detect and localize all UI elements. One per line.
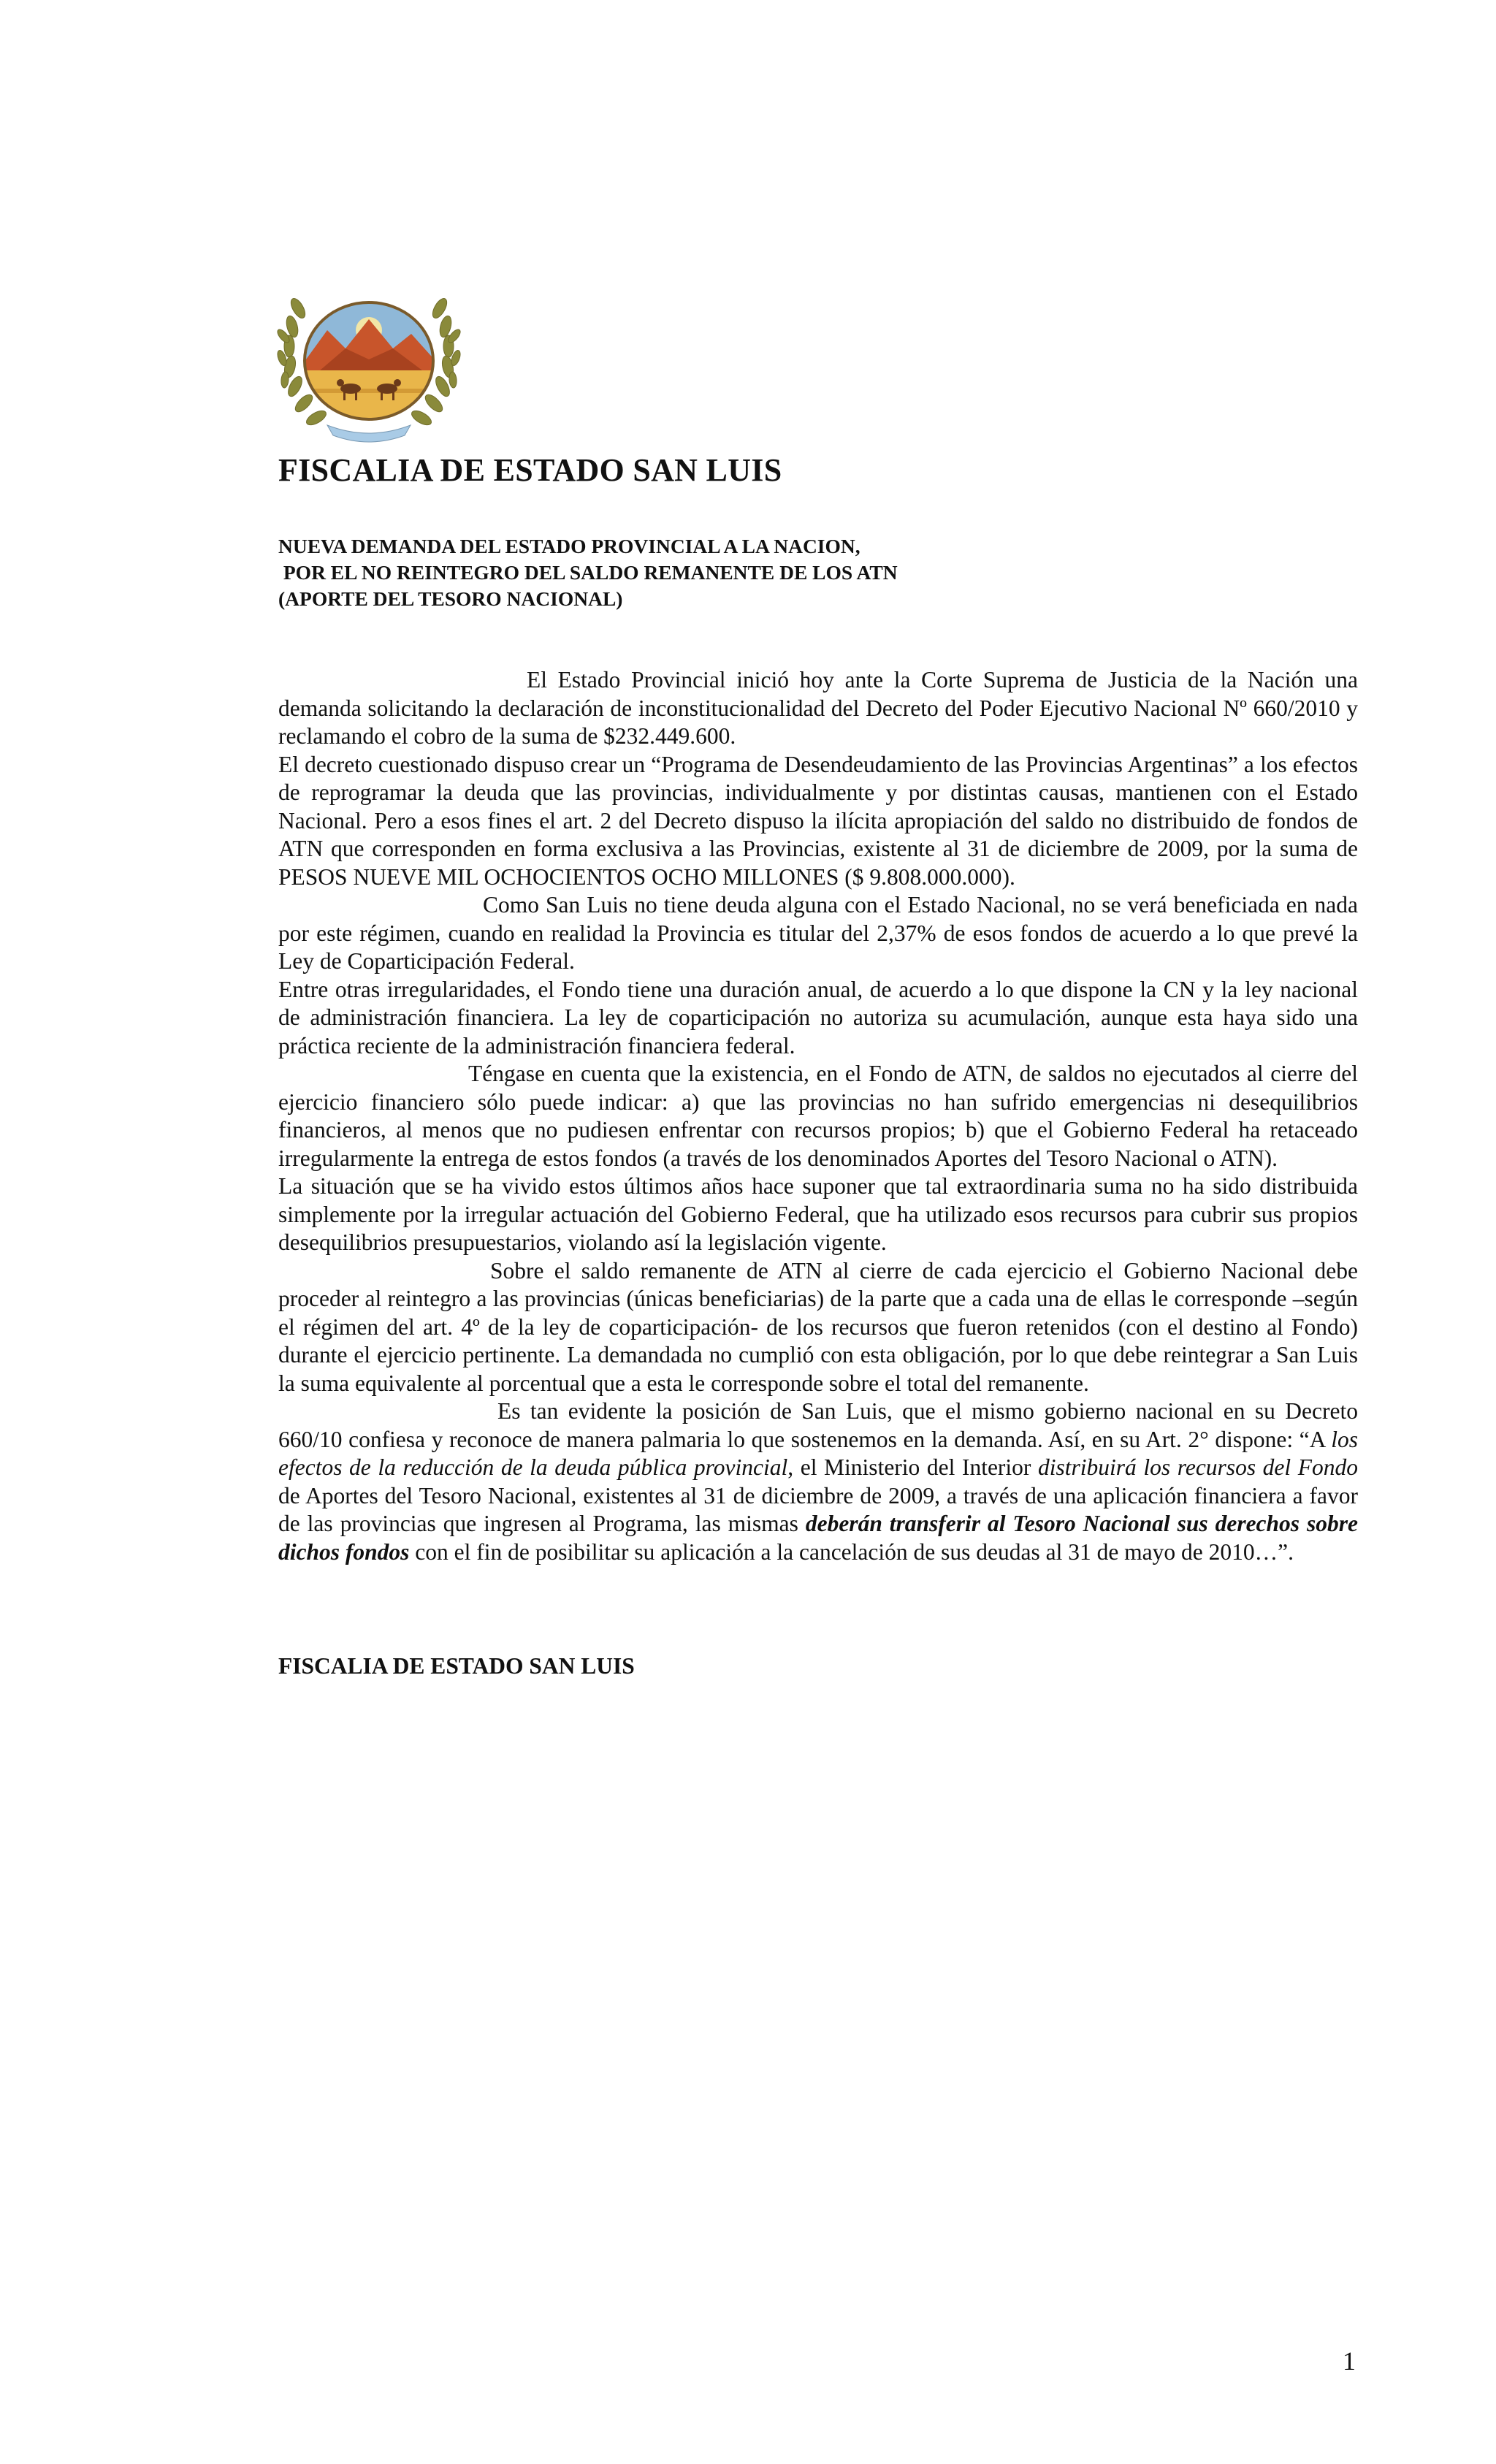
signature: FISCALIA DE ESTADO SAN LUIS <box>278 1653 635 1679</box>
page-title: FISCALIA DE ESTADO SAN LUIS <box>278 452 782 488</box>
page-number: 1 <box>1343 2346 1356 2376</box>
paragraph-decree-quote <box>278 1397 1358 1566</box>
paragraph: Entre otras irregularidades, el Fondo tiene una duración anual, de acuerdo a lo que dispone la CN y la ley nacional de administración financiera. La ley de coparticipación no autoriza su acumulación, aunque esta haya sido una práctica reciente de la administración financiera federal. <box>278 976 1358 1059</box>
paragraph: El Estado Provincial inició hoy ante la Corte Suprema de Justicia de la Nación una demanda solicitando la declaración de inconstitucionalidad del Decreto del Poder Ejecutivo Nacional Nº 660/2010 y reclamando el cobro de la suma de $232.449.600. <box>278 667 1358 749</box>
document-subtitle <box>278 533 898 612</box>
quote-italic: distribuirá los recursos del Fondo <box>1038 1454 1358 1480</box>
paragraph: Sobre el saldo remanente de ATN al cierre de cada ejercicio el Gobierno Nacional debe proceder al reintegro a las provincias (únicas beneficiarias) de la parte que a cada una de ellas le corresponde –según el régimen del art. 4º de la ley de coparticipación- de los recursos que fueron retenidos (con el destino al Fondo) durante el ejercicio pertinente. La demandada no cumplió con esta obligación, por lo que debe reintegrar a San Luis la suma equivalente al porcentual que a esta le corresponde sobre el total del remanente. <box>278 1257 1358 1396</box>
paragraph: La situación que se ha vivido estos últimos años hace suponer que tal extraordinaria suma no ha sido distribuida simplemente por la irregular actuación del Gobierno Federal, que ha utilizado esos recursos para cubrir sus propios desequilibrios presupuestarios, violando así la legislación vigente. <box>278 1173 1358 1255</box>
paragraph-text: de Aportes del Tesoro Nacional, existentes al 31 de diciembre de 2009, a través de una aplicación financiera a favor de las provincias que ingresen al Programa, las mismas <box>278 1482 1358 1536</box>
provincial-coat-of-arms <box>276 279 462 449</box>
paragraph-text: Es tan evidente la posición de San Luis, que el mismo gobierno nacional en su Decreto 660/10 confiesa y reconoce de manera palmaria lo que sostenemos en la demanda. Así, en su Art. 2° dispone: “A <box>278 1398 1358 1452</box>
paragraph-text: , el Ministerio del Interior <box>787 1454 1039 1480</box>
subtitle-line: NUEVA DEMANDA DEL ESTADO PROVINCIAL A LA NACION, <box>278 535 860 557</box>
paragraph-text: con el fin de posibilitar su aplicación a la cancelación de sus deudas al 31 de mayo de 2010…”. <box>409 1538 1294 1565</box>
paragraph: El decreto cuestionado dispuso crear un “Programa de Desendeudamiento de las Provincias Argentinas” a los efectos de reprogramar la deuda que las provincias, individualmente y por distintas causas, mantienen con el Estado Nacional. Pero a esos fines el art. 2 del Decreto dispuso la ilícita apropiación del saldo no distribuido de fondos de ATN que corresponden en forma exclusiva a las Provincias, existente al 31 de diciembre de 2009, por la suma de PESOS NUEVE MIL OCHOCIENTOS OCHO MILLONES ($ 9.808.000.000). <box>278 751 1358 890</box>
quote-bold-italic: deberán transferir al Tesoro Nacional sus derechos sobre dichos fondos <box>278 1511 1358 1565</box>
subtitle-line: (APORTE DEL TESORO NACIONAL) <box>278 587 623 610</box>
paragraph: Como San Luis no tiene deuda alguna con el Estado Nacional, no se verá beneficiada en nada por este régimen, cuando en realidad la Provincia es titular del 2,37% de esos fondos de acuerdo a lo que prevé la Ley de Coparticipación Federal. <box>278 892 1358 974</box>
subtitle-line: POR EL NO REINTEGRO DEL SALDO REMANENTE DE LOS ATN <box>278 561 898 584</box>
document-body <box>278 666 1358 1566</box>
paragraph: Téngase en cuenta que la existencia, en el Fondo de ATN, de saldos no ejecutados al cierre del ejercicio financiero sólo puede indicar: a) que las provincias no han sufrido emergencias ni desequilibrios financieros, al menos que no pudiesen enfrentar con recursos propios; b) que el Gobierno Federal ha retaceado irregularmente la entrega de estos fondos (a través de los denominados Aportes del Tesoro Nacional o ATN). <box>278 1061 1358 1171</box>
quote-italic: los efectos de la reducción de la deuda pública provincial <box>278 1426 1358 1480</box>
